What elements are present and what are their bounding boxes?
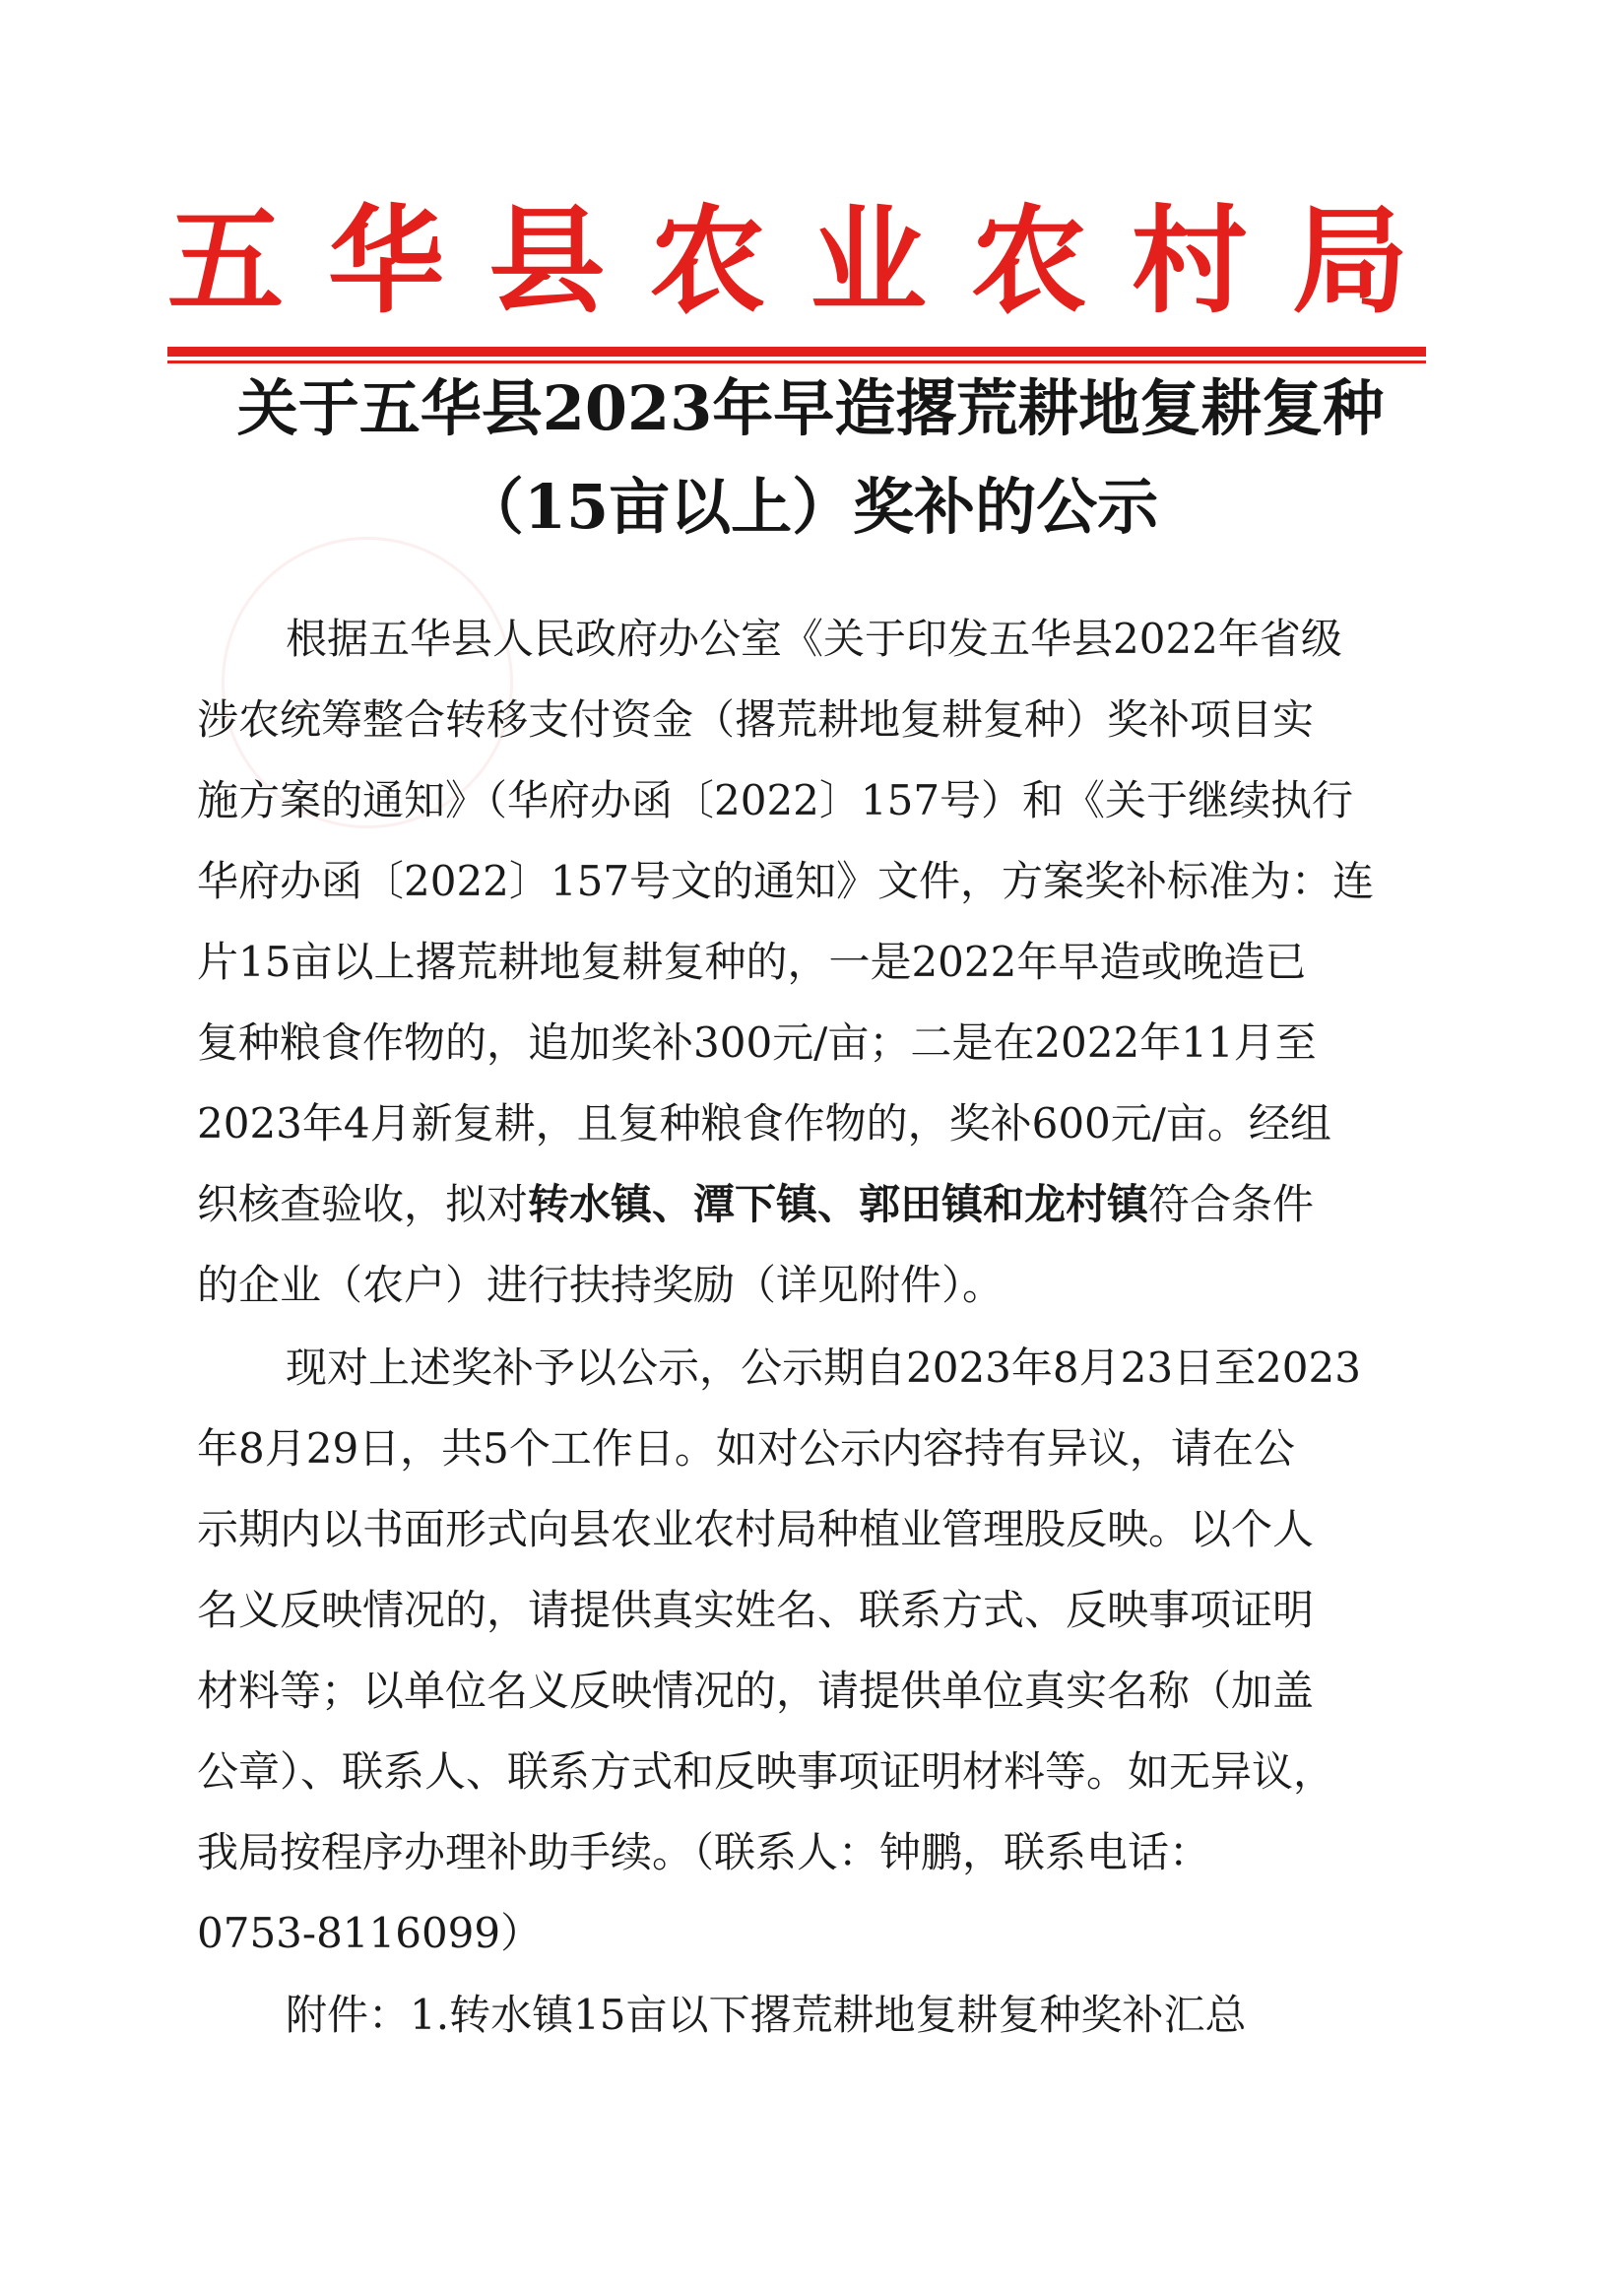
paragraph-line: 年8月29日，共5个工作日。如对公示内容持有异议，请在公: [197, 1424, 1295, 1473]
masthead-char: 局: [1291, 192, 1408, 329]
masthead-char: 农: [649, 192, 766, 329]
masthead-org-name: [167, 192, 1408, 329]
text-segment: 织核查验收，拟对: [197, 1180, 529, 1228]
document-title-line-1: 关于五华县2023年早造撂荒耕地复耕复种: [236, 372, 1385, 444]
paragraph-line: 示期内以书面形式向县农业农村局种植业管理股反映。以个人: [197, 1505, 1315, 1553]
paragraph-line: 施方案的通知》（华府办函〔2022〕157号）和《关于继续执行: [197, 776, 1354, 824]
masthead-char: 县: [488, 192, 606, 329]
paragraph-line: 0753-8116099）: [197, 1909, 543, 1957]
masthead-char: 五: [167, 192, 285, 329]
paragraph-line: 的企业（农户）进行扶持奖励（详见附件）。: [197, 1261, 1005, 1309]
paragraph-line: 片15亩以上撂荒耕地复耕复种的，一是2022年早造或晚造已: [197, 938, 1307, 986]
paragraph-line: 现对上述奖补予以公示，公示期自2023年8月23日至2023: [286, 1344, 1361, 1392]
paragraph-line: 复种粮食作物的，追加奖补300元/亩；二是在2022年11月至: [197, 1018, 1317, 1067]
masthead-char: 村: [1131, 192, 1248, 329]
masthead-char: 华: [328, 192, 445, 329]
paragraph-2: [197, 1328, 1389, 1974]
paragraph-line: 公章）、联系人、联系方式和反映事项证明材料等。如无异议，: [197, 1747, 1335, 1796]
text-segment: 符合条件: [1148, 1180, 1315, 1228]
red-divider-thin: [167, 361, 1426, 363]
masthead-char: 农: [970, 192, 1087, 329]
town-names-bold: 转水镇、潭下镇、郭田镇和龙村镇: [528, 1180, 1149, 1228]
attachment-note: 附件：1.转水镇15亩以下撂荒耕地复耕复种奖补汇总: [286, 1991, 1247, 2039]
paragraph-1: [197, 599, 1389, 1326]
paragraph-line: 名义反映情况的，请提供真实姓名、联系方式、反映事项证明: [197, 1586, 1315, 1634]
paragraph-line: 材料等；以单位名义反映情况的，请提供单位真实名称（加盖: [197, 1667, 1315, 1715]
red-divider-thick: [167, 347, 1426, 357]
paragraph-line: [197, 1164, 1389, 1245]
paragraph-line: 涉农统筹整合转移支付资金（撂荒耕地复耕复种）奖补项目实: [197, 695, 1315, 744]
masthead-char: 业: [810, 192, 927, 329]
paragraph-line: 我局按程序办理补助手续。（联系人：钟鹏，联系电话：: [197, 1828, 1211, 1876]
paragraph-line: 2023年4月新复耕，且复种粮食作物的，奖补600元/亩。经组: [197, 1099, 1331, 1148]
paragraph-line: 华府办函〔2022〕157号文的通知》文件，方案奖补标准为：连: [197, 857, 1375, 905]
document-title-line-2: （15亩以上）奖补的公示: [462, 471, 1159, 543]
paragraph-line: 根据五华县人民政府办公室《关于印发五华县2022年省级: [286, 615, 1342, 663]
